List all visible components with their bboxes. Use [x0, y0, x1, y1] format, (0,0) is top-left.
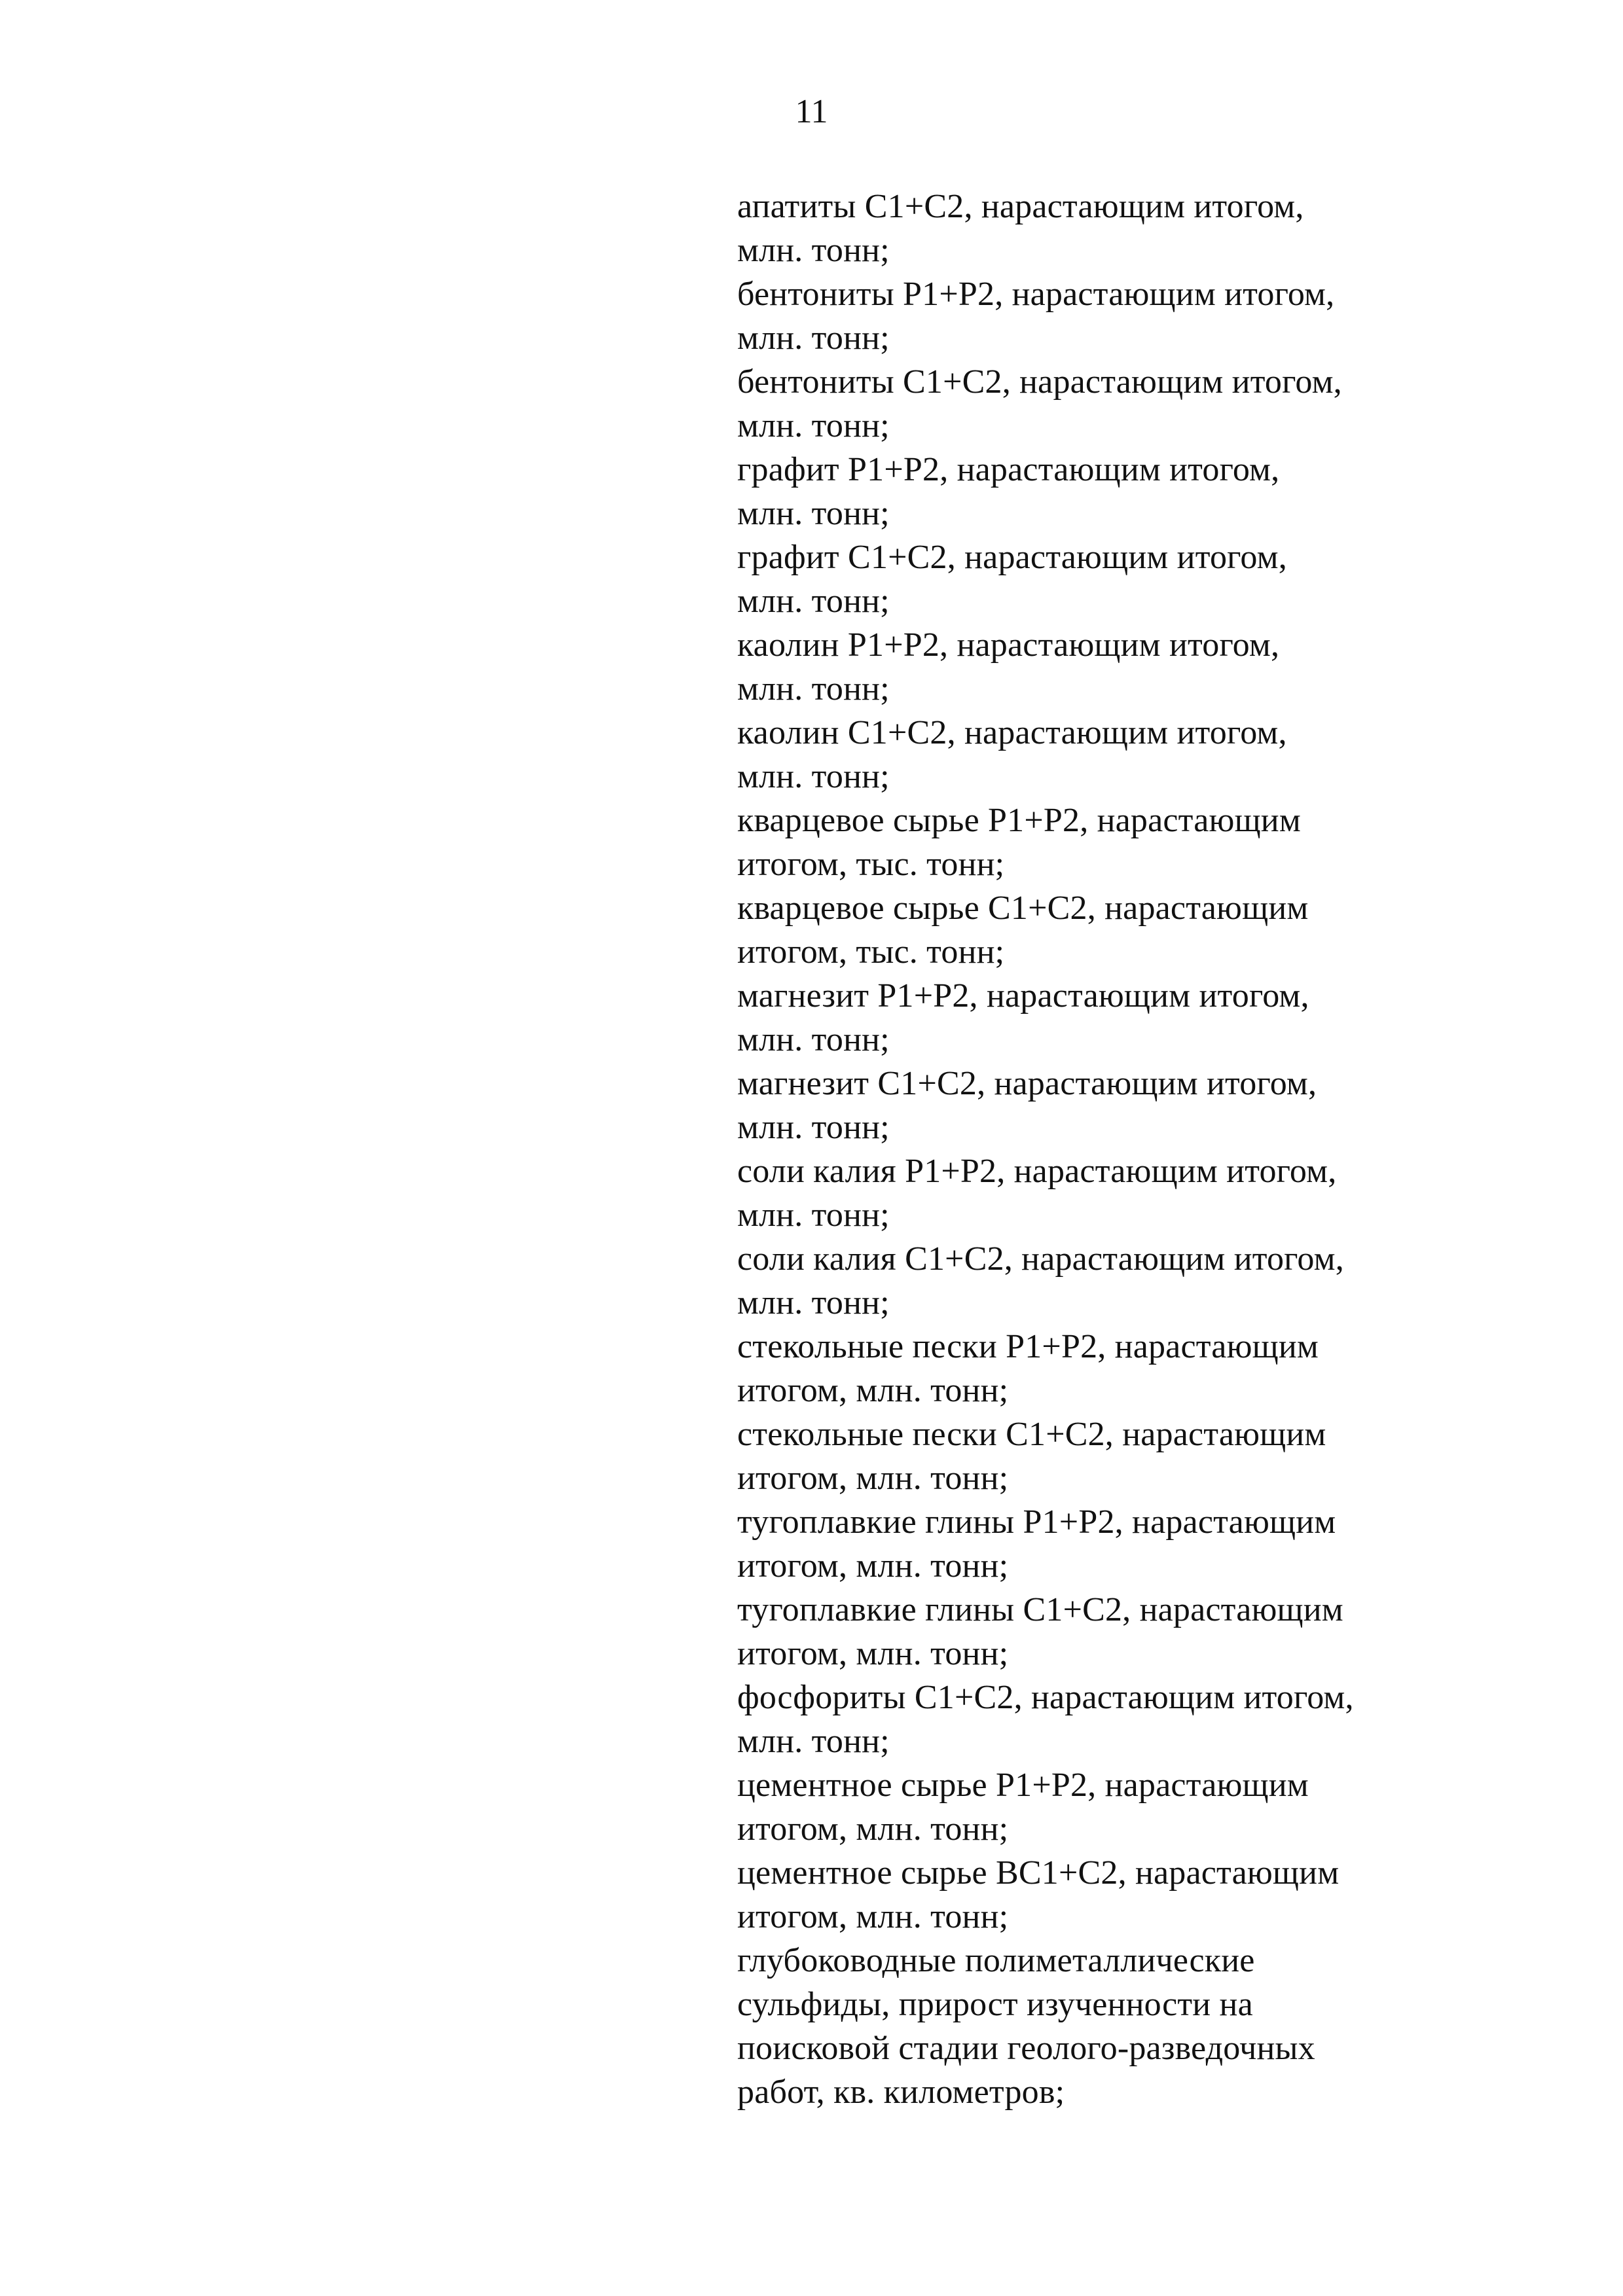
text-line: млн. тонн; [737, 1284, 890, 1321]
text-line: стекольные пески С1+С2, нарастающим [737, 1416, 1326, 1453]
document-body [737, 185, 1588, 2114]
text-line: млн. тонн; [737, 407, 890, 444]
text-line: млн. тонн; [737, 1021, 890, 1058]
text-line: фосфориты С1+С2, нарастающим итогом, [737, 1679, 1354, 1716]
text-line: цементное сырье ВС1+С2, нарастающим [737, 1854, 1340, 1892]
text-line: итогом, млн. тонн; [737, 1547, 1009, 1585]
text-line: млн. тонн; [737, 583, 890, 620]
text-line: поисковой стадии геолого-разведочных [737, 2030, 1315, 2067]
text-line: соли калия Р1+Р2, нарастающим итогом, [737, 1153, 1337, 1190]
text-line: кварцевое сырье С1+С2, нарастающим [737, 889, 1309, 927]
text-line: млн. тонн; [737, 232, 890, 269]
text-line: магнезит Р1+Р2, нарастающим итогом, [737, 977, 1309, 1014]
text-line: кварцевое сырье Р1+Р2, нарастающим [737, 802, 1301, 839]
text-line: стекольные пески Р1+Р2, нарастающим [737, 1328, 1319, 1365]
text-line: итогом, тыс. тонн; [737, 846, 1005, 883]
text-line: графит Р1+Р2, нарастающим итогом, [737, 451, 1280, 488]
text-line: итогом, млн. тонн; [737, 1460, 1009, 1497]
text-line: работ, кв. километров; [737, 2073, 1065, 2111]
text-line: млн. тонн; [737, 758, 890, 795]
text-line: соли калия С1+С2, нарастающим итогом, [737, 1240, 1344, 1278]
text-line: млн. тонн; [737, 670, 890, 708]
text-line: млн. тонн; [737, 495, 890, 532]
text-line: итогом, млн. тонн; [737, 1898, 1009, 1935]
text-line: итогом, млн. тонн; [737, 1635, 1009, 1672]
text-line: млн. тонн; [737, 319, 890, 357]
text-line: магнезит С1+С2, нарастающим итогом, [737, 1065, 1317, 1102]
text-line: итогом, млн. тонн; [737, 1372, 1009, 1409]
text-line: глубоководные полиметаллические [737, 1942, 1255, 1979]
text-line: сульфиды, прирост изученности на [737, 1986, 1253, 2023]
text-line: цементное сырье Р1+Р2, нарастающим [737, 1767, 1309, 1804]
text-line: млн. тонн; [737, 1723, 890, 1760]
page-number: 11 [795, 93, 828, 130]
text-line: итогом, тыс. тонн; [737, 933, 1005, 971]
text-line: бентониты Р1+Р2, нарастающим итогом, [737, 276, 1335, 313]
text-line: итогом, млн. тонн; [737, 1810, 1009, 1848]
text-line: тугоплавкие глины Р1+Р2, нарастающим [737, 1503, 1336, 1541]
text-line: апатиты С1+С2, нарастающим итогом, [737, 188, 1304, 225]
text-line: графит С1+С2, нарастающим итогом, [737, 539, 1287, 576]
text-line: бентониты С1+С2, нарастающим итогом, [737, 363, 1342, 401]
text-line: каолин С1+С2, нарастающим итогом, [737, 714, 1287, 751]
text-line: млн. тонн; [737, 1196, 890, 1234]
text-line: тугоплавкие глины С1+С2, нарастающим [737, 1591, 1343, 1628]
text-line: млн. тонн; [737, 1109, 890, 1146]
text-line: каолин Р1+Р2, нарастающим итогом, [737, 626, 1280, 664]
